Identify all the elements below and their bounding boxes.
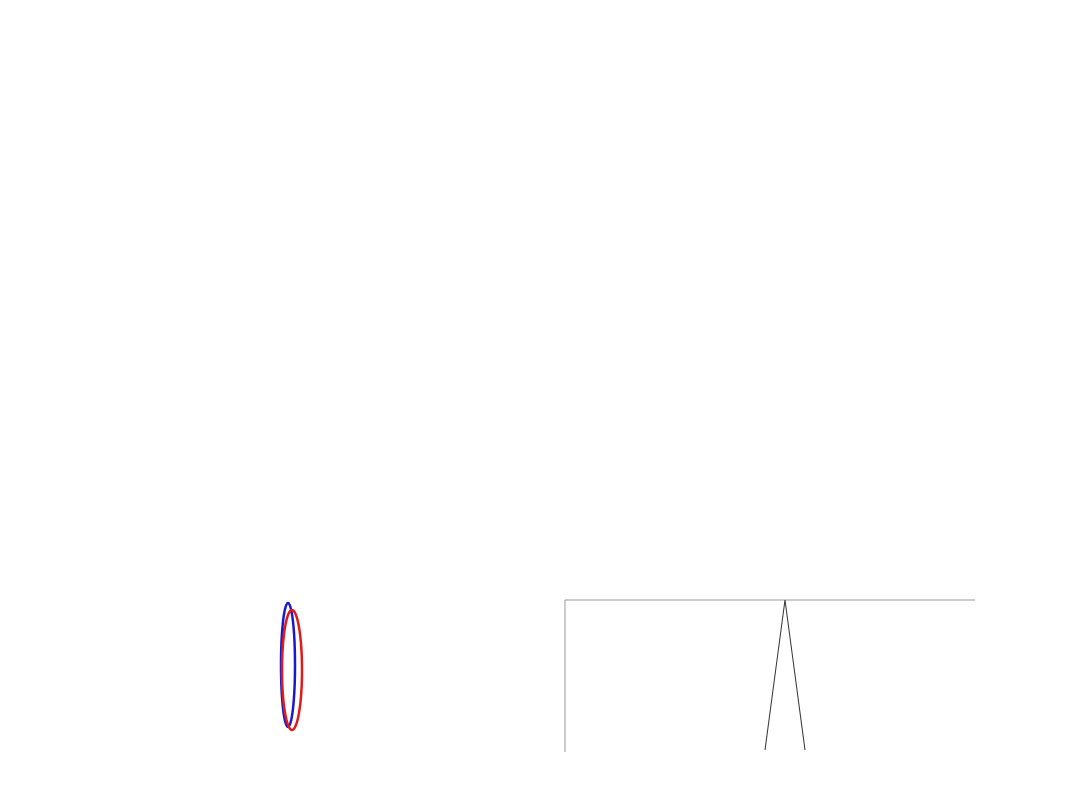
illuminance-cone-diagram (520, 590, 980, 760)
polar-candela-diagram (0, 580, 520, 803)
